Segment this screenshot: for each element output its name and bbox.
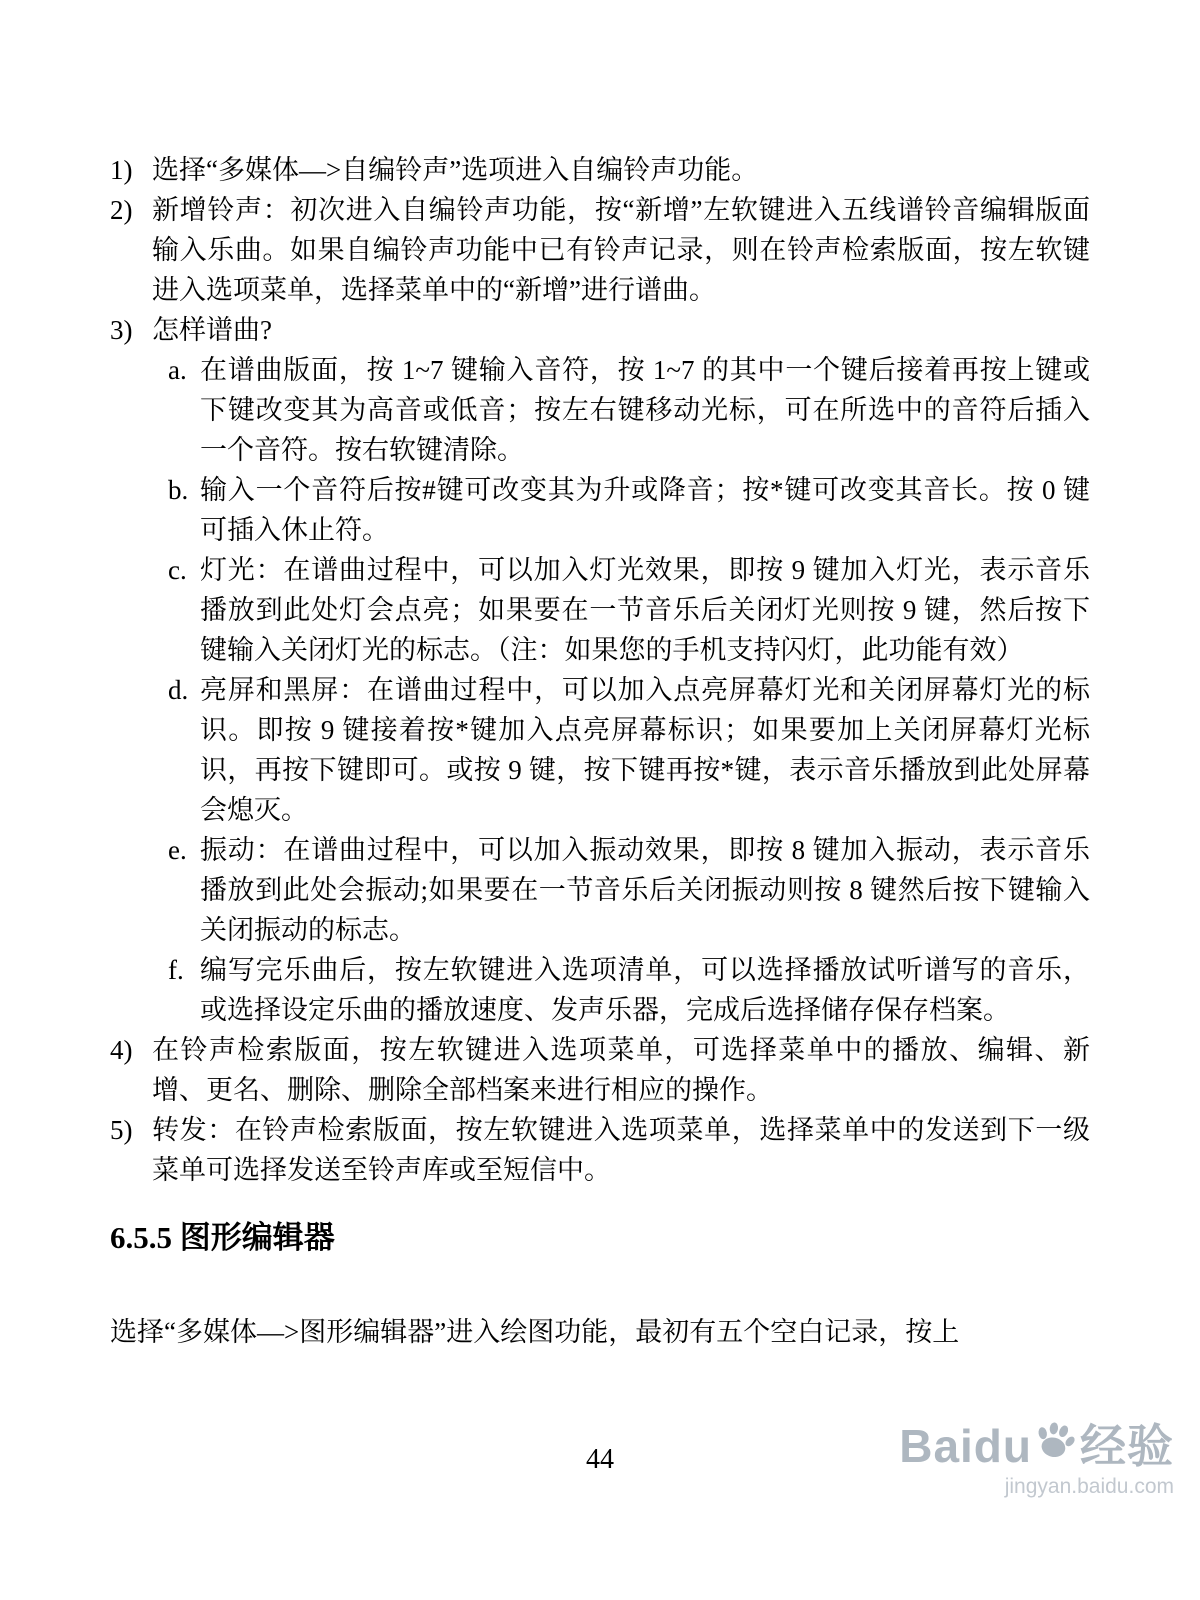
sub-list-item-text: 亮屏和黑屏：在谱曲过程中，可以加入点亮屏幕灯光和关闭屏幕灯光的标识。即按 9 键接着按*键加入点亮屏幕标识；如果要加上关闭屏幕灯光标识，再按下键即可。或按 9 键，按下键再按*键，表示音乐播放到此处屏幕会熄灭。 [200, 675, 1090, 825]
list-item-text: 转发：在铃声检索版面，按左软键进入选项菜单，选择菜单中的发送到下一级菜单可选择发送至铃声库或至短信中。 [152, 1115, 1090, 1185]
sub-list-item [110, 830, 1090, 950]
sub-list-item-marker: e. [168, 835, 187, 865]
list-item-marker: 5) [110, 1115, 133, 1145]
sub-list-item-text: 在谱曲版面，按 1~7 键输入音符，按 1~7 的其中一个键后接着再按上键或下键改变其为高音或低音；按左右键移动光标，可在所选中的音符后插入一个音符。按右软键清除。 [200, 355, 1090, 465]
sub-list-item-marker: b. [168, 475, 189, 505]
list-item [110, 150, 1090, 190]
sub-list-item [110, 350, 1090, 470]
watermark-brand [899, 1420, 1174, 1472]
sub-list-item-marker: a. [168, 355, 187, 385]
list-item [110, 310, 1090, 350]
list-item-text: 选择“多媒体—>自编铃声”选项进入自编铃声功能。 [152, 155, 759, 185]
list-item-marker: 3) [110, 315, 133, 345]
list-item-text: 怎样谱曲? [152, 315, 272, 345]
sub-list-item-text: 振动：在谱曲过程中，可以加入振动效果，即按 8 键加入振动，表示音乐播放到此处会振动;如果要在一节音乐后关闭振动则按 8 键然后按下键输入关闭振动的标志。 [200, 835, 1090, 945]
watermark-brand-latin: Baidu [899, 1420, 1032, 1472]
sub-list-item [110, 470, 1090, 550]
watermark-brand-cn: 经验 [1080, 1420, 1174, 1472]
page-number: 44 [586, 1444, 614, 1475]
list-item-text: 在铃声检索版面，按左软键进入选项菜单，可选择菜单中的播放、编辑、新增、更名、删除、删除全部档案来进行相应的操作。 [152, 1035, 1090, 1105]
sub-list-item-text: 编写完乐曲后，按左软键进入选项清单，可以选择播放试听谱写的音乐，或选择设定乐曲的播放速度、发声乐器，完成后选择储存保存档案。 [200, 955, 1090, 1025]
list-item [110, 190, 1090, 310]
list-item [110, 1030, 1090, 1110]
list-item-marker: 4) [110, 1035, 133, 1065]
sub-list-item-marker: f. [168, 955, 184, 985]
sub-list-item [110, 670, 1090, 830]
baidu-watermark [899, 1420, 1174, 1500]
paw-icon [1027, 1413, 1083, 1469]
sub-list-item-text: 灯光：在谱曲过程中，可以加入灯光效果，即按 9 键加入灯光，表示音乐播放到此处灯会点亮；如果要在一节音乐后关闭灯光则按 9 键，然后按下键输入关闭灯光的标志。（注：如果您的手机支持闪灯，此功能有效） [200, 555, 1090, 665]
watermark-url: jingyan.baidu.com [1004, 1475, 1174, 1498]
sub-list-item [110, 550, 1090, 670]
sub-list-item-marker: d. [168, 675, 189, 705]
section-heading: 6.5.5 图形编辑器 [110, 1220, 335, 1255]
sub-list-item-marker: c. [168, 555, 187, 585]
sub-list-item [110, 950, 1090, 1030]
list-item-text: 新增铃声：初次进入自编铃声功能，按“新增”左软键进入五线谱铃音编辑版面输入乐曲。如果自编铃声功能中已有铃声记录，则在铃声检索版面，按左软键进入选项菜单，选择菜单中的“新增”进行谱曲。 [152, 195, 1090, 305]
list-item-marker: 1) [110, 155, 133, 185]
sub-list-item-text: 输入一个音符后按#键可改变其为升或降音；按*键可改变其音长。按 0 键可插入休止符。 [200, 475, 1090, 545]
list-item [110, 1110, 1090, 1190]
list-item-marker: 2) [110, 195, 133, 225]
section-paragraph: 选择“多媒体—>图形编辑器”进入绘图功能，最初有五个空白记录，按上 [110, 1317, 960, 1347]
